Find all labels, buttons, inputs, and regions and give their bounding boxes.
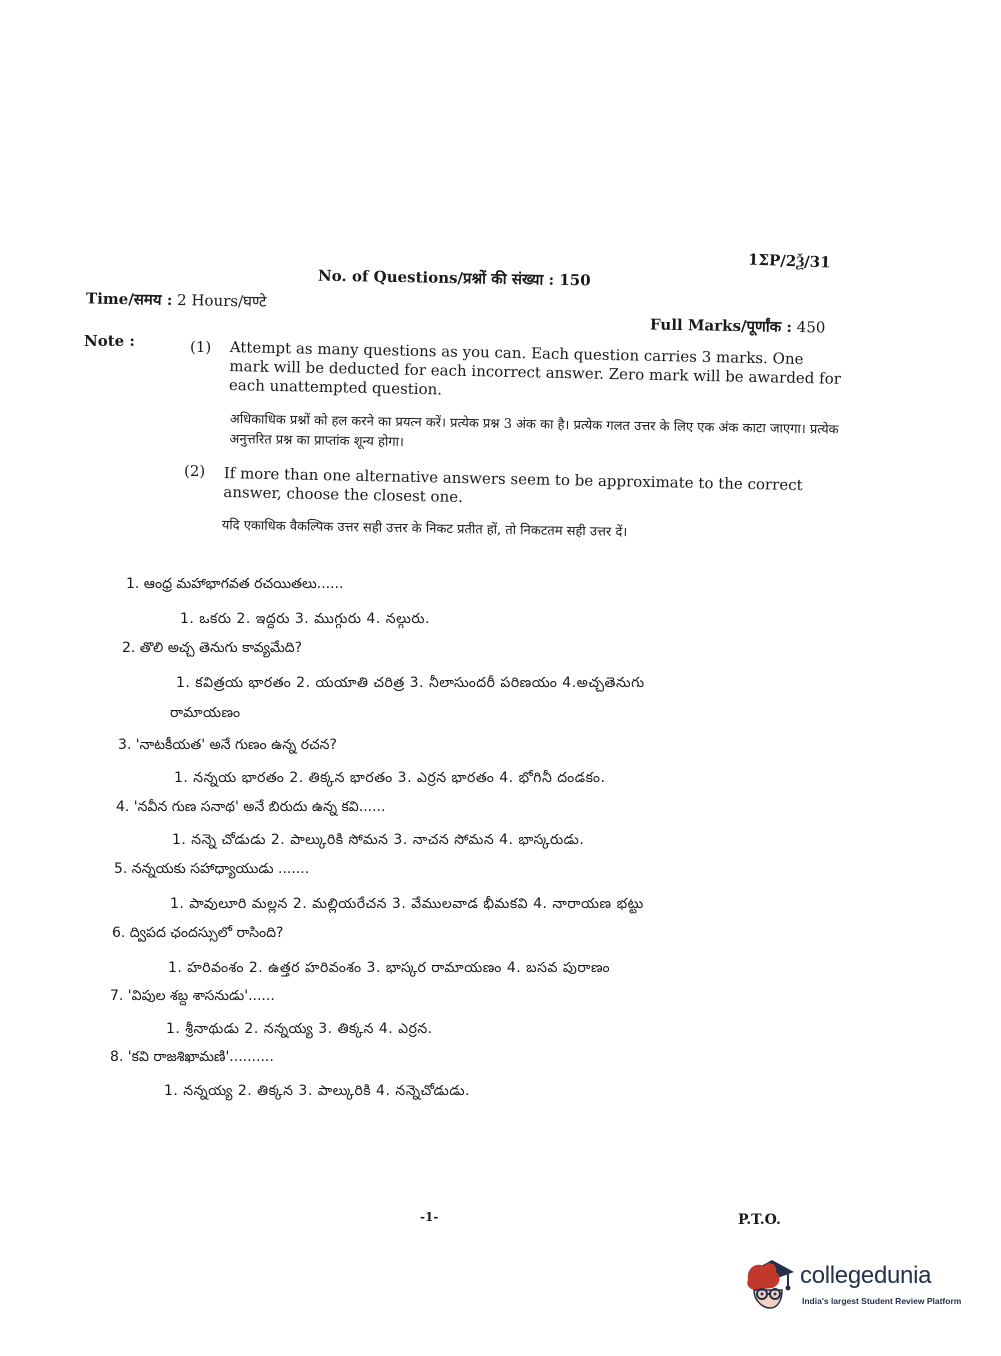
question-options: 1. నన్నయ భారతం 2. తిక్కన భారతం 3. ఎర్రన భారతం 4. భోగినీ దండకం. [174,770,606,786]
question-options: 1. హరివంశం 2. ఉత్తర హరివంశం 3. భాస్కర రామాయణం 4. బసవ పురాణం [168,960,611,976]
note-label: Note : [84,332,135,350]
question-text: 6. ద్విపద ఛందస్సులో రాసింది? [112,925,284,941]
question-text: 1. ఆంధ్ర మహాభాగవత రచయితలు...... [126,576,344,592]
question-options: 1. పావులూరి మల్లన 2. మల్లియరేచన 3. వేములవాడ భీమకవి 4. నారాయణ భట్టు [170,896,644,912]
time-info [86,288,267,311]
question-text: 3. 'నాటకీయత' అనే గుణం ఉన్న రచన? [118,737,337,753]
time-value: 2 Hours/घण्टे [176,291,267,311]
question-text: 4. 'నవీన గుణ సనాథ' అనే బిరుదు ఉన్న కవి...... [116,799,386,815]
question-text: 8. 'కవి రాజశిఖామణి'.......... [110,1049,274,1065]
marks-label: Full Marks/पूर्णांक : [649,315,793,336]
note-item-number: (1) [190,338,212,356]
watermark-brand-name: collegedunia [800,1262,932,1289]
question-text: 7. 'విపుల శబ్ద శాసనుడు'...... [110,988,275,1004]
pto-label: P.T.O. [738,1212,781,1228]
question-options: 1. కవిత్రయ భారతం 2. యయాతి చరిత్ర 3. నీలాసుందరీ పరిణయం 4.అచ్చతెనుగు [176,675,645,691]
question-options: 1. శ్రీనాథుడు 2. నన్నయ్య 3. తిక్కన 4. ఎర్రన. [166,1021,433,1037]
question-text: 2. తొలి అచ్చ తెనుగు కావ్యమేది? [122,640,303,656]
full-marks-info [650,314,826,337]
page-number: -1- [420,1210,439,1224]
note-item-hindi: यदि एकाधिक वैकल्पिक उत्तर सही उत्तर के निकट प्रतीत हों, तो निकटतम सही उत्तर दें। [221,517,628,541]
marks-value: 450 [796,318,826,337]
note-item-hindi: अधिकाधिक प्रश्नों को हल करने का प्रयत्न करें। प्रत्येक प्रश्न 3 अंक का है। प्रत्येक गलत उत्तर के लिए एक अंक काटा जाएगा। प्रत्येक अनुत्तरित प्रश्न का प्राप्तांक शून्य होगा। [229,411,839,451]
note-item-english: Attempt as many questions as you can. Each question carries 3 marks. One mark will be deducted for each incorrect answer. Zero mark will be awarded for each unattempted question. [228,338,842,399]
mascot-logo-icon [742,1250,796,1310]
number-of-questions: No. of Questions/प्रश्नों की संख्या : 150 [317,266,591,290]
watermark-tagline: India's largest Student Review Platform [802,1296,962,1306]
note-item-number: (2) [184,462,206,480]
note-item-english: If more than one alternative answers seem to be approximate to the correct answer, choose the closest one. [223,464,803,507]
question-options-continued: రామాయణం [170,705,241,721]
question-options: 1. నన్నె చోడుడు 2. పాల్కురికి సోమన 3. నాచన సోమన 4. భాస్కరుడు. [172,832,585,848]
question-options: 1. నన్నయ్య 2. తిక్కన 3. పాల్కురికి 4. నన్నెచోడుడు. [164,1083,471,1099]
time-label: Time/समय : [85,289,173,309]
paper-code: 1ΣP/2Ѯ/31 [747,250,831,272]
question-text: 5. నన్నయకు సహాధ్యాయుడు ....... [114,861,310,877]
collegedunia-watermark [742,1248,972,1320]
question-options: 1. ఒకరు 2. ఇద్దరు 3. ముగ్గురు 4. నల్గురు. [180,611,430,627]
